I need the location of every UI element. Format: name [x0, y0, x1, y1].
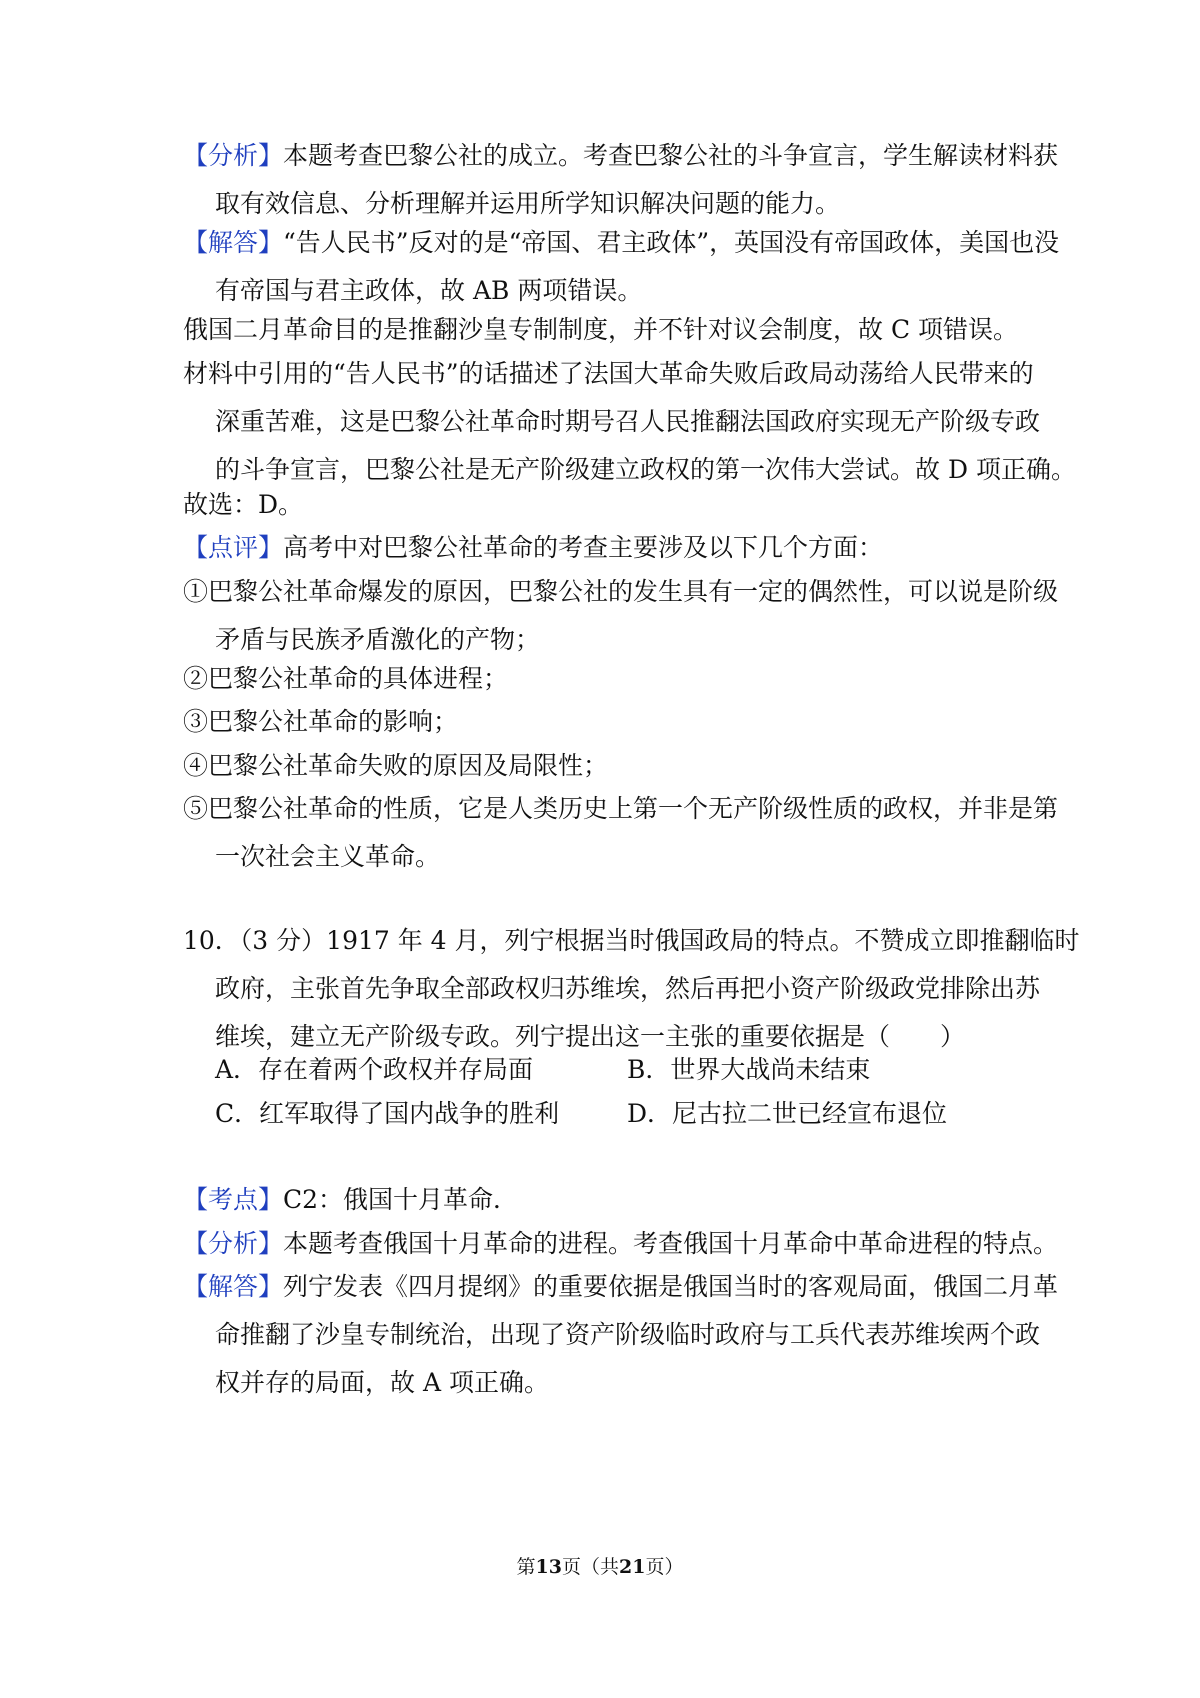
- answer-tag: 【解答】: [183, 228, 284, 257]
- answer-choice: 故选：D。: [183, 490, 304, 519]
- question-line2: 政府，主张首先争取全部政权归苏维埃，然后再把小资产阶级政党排除出苏: [215, 974, 1041, 1003]
- page-total: 21: [619, 1556, 646, 1578]
- list-item: [183, 785, 1059, 881]
- analysis-paragraph: [183, 132, 1059, 228]
- answer-paragraph: [183, 219, 1060, 315]
- analysis-tag-2: 【分析】: [183, 1229, 284, 1258]
- item5-line1: ⑤巴黎公社革命的性质，它是人类历史上第一个无产阶级性质的政权，并非是第: [183, 794, 1059, 823]
- analysis-tag: 【分析】: [183, 141, 284, 170]
- analysis-text-line2: 取有效信息、分析理解并运用所学知识解决问题的能力。: [215, 189, 841, 218]
- item5-line2: 一次社会主义革命。: [215, 842, 441, 871]
- question-10: [183, 917, 1080, 1061]
- paragraph-feb-revolution: 俄国二月革命目的是推翻沙皇专制制度，并不针对议会制度，故 C 项错误。: [183, 315, 1019, 344]
- knowledge-point: [183, 1176, 1035, 1224]
- comment-tag: 【点评】: [183, 533, 284, 562]
- option-c: C．红军取得了国内战争的胜利: [215, 1099, 560, 1128]
- answer-text-line2: 有帝国与君主政体，故 AB 两项错误。: [215, 276, 643, 305]
- answer2-line2: 命推翻了沙皇专制统治，出现了资产阶级临时政府与工兵代表苏维埃两个政: [215, 1320, 1041, 1349]
- option-d: D．尼古拉二世已经宣布退位: [627, 1099, 948, 1128]
- list-item: ④巴黎公社革命失败的原因及局限性；: [183, 751, 609, 780]
- list-item: ③巴黎公社革命的影响；: [183, 707, 459, 736]
- question-line1: 10．（3 分）1917 年 4 月，列宁根据当时俄国政局的特点。不赞成立即推翻临时: [183, 926, 1080, 955]
- material-line3: 的斗争宣言，巴黎公社是无产阶级建立政权的第一次伟大尝试。故 D 项正确。: [215, 455, 1076, 484]
- question-line3: 维埃，建立无产阶级专政。列宁提出这一主张的重要依据是（ ）: [215, 1022, 966, 1051]
- footer-suffix: 页）: [645, 1556, 684, 1578]
- page-number: 13: [535, 1556, 562, 1578]
- analysis-text-line1: 本题考查巴黎公社的成立。考查巴黎公社的斗争宣言，学生解读材料获: [283, 141, 1059, 170]
- item1-line1: ①巴黎公社革命爆发的原因，巴黎公社的发生具有一定的偶然性，可以说是阶级: [183, 577, 1059, 606]
- answer-tag-2: 【解答】: [183, 1272, 284, 1301]
- material-line2: 深重苦难，这是巴黎公社革命时期号召人民推翻法国政府实现无产阶级专政: [215, 407, 1041, 436]
- knowledge-tag: 【考点】: [183, 1185, 284, 1214]
- answer-text-line1: “告人民书”反对的是“帝国、君主政体”，英国没有帝国政体，美国也没: [283, 228, 1060, 257]
- comment-text: 高考中对巴黎公社革命的考查主要涉及以下几个方面：: [283, 533, 884, 562]
- option-b: B．世界大战尚未结束: [627, 1055, 871, 1084]
- answer2-line3: 权并存的局面，故 A 项正确。: [215, 1368, 549, 1397]
- footer-prefix: 第: [516, 1556, 536, 1578]
- comment-paragraph: [183, 524, 1035, 572]
- analysis-paragraph-2: [183, 1220, 1059, 1268]
- material-line1: 材料中引用的“告人民书”的话描述了法国大革命失败后政局动荡给人民带来的: [183, 359, 1034, 388]
- list-item: [183, 568, 1059, 664]
- answer2-line1: 列宁发表《四月提纲》的重要依据是俄国当时的客观局面，俄国二月革: [283, 1272, 1059, 1301]
- analysis-text-2: 本题考查俄国十月革命的进程。考查俄国十月革命中革命进程的特点。: [283, 1229, 1059, 1258]
- answer-paragraph-2: [183, 1263, 1059, 1407]
- knowledge-text: C2：俄国十月革命．: [283, 1185, 519, 1214]
- footer-mid: 页（共: [561, 1556, 619, 1578]
- option-a: A．存在着两个政权并存局面: [215, 1055, 534, 1084]
- paragraph-material: [183, 350, 1076, 494]
- page-footer: [0, 1552, 1200, 1579]
- item1-line2: 矛盾与民族矛盾激化的产物；: [215, 625, 541, 654]
- list-item: ②巴黎公社革命的具体进程；: [183, 664, 509, 693]
